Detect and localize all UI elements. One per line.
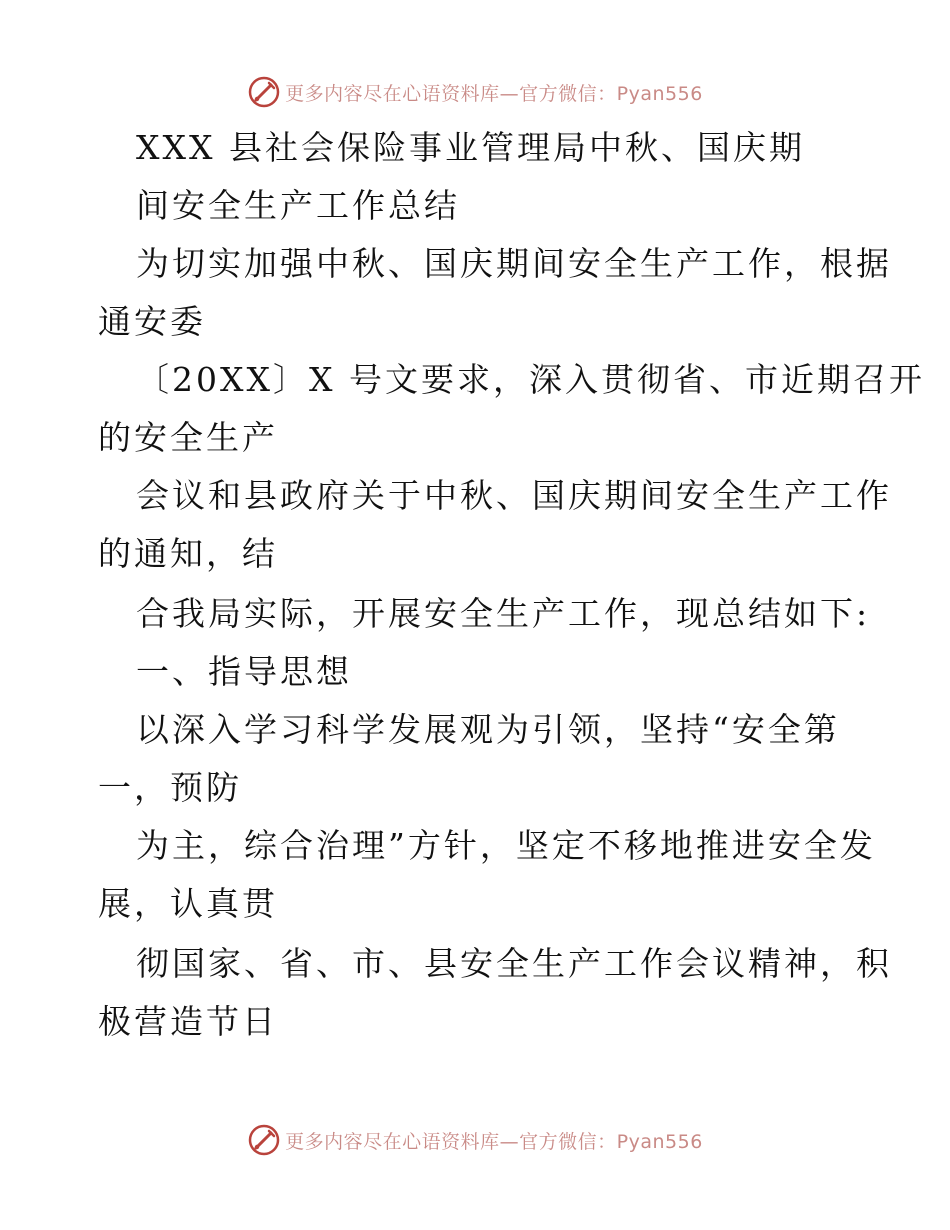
paragraph-line: 以深入学习科学发展观为引领，坚持“安全第 [136, 710, 840, 749]
paragraph-line: 〔20XX〕X 号文要求，深入贯彻省、市近期召开 [136, 360, 925, 399]
paragraph-line: 展，认真贯 [98, 884, 278, 923]
paragraph-line: 的通知，结 [98, 534, 278, 573]
title-line-2: 间安全生产工作总结 [136, 186, 460, 225]
paragraph-line: 一，预防 [98, 768, 242, 807]
section-heading: 一、指导思想 [136, 652, 352, 691]
watermark-text: 更多内容尽在心语资料库—官方微信：Pyan556 [285, 82, 703, 105]
footer-watermark [0, 1120, 950, 1160]
paragraph-line: 为主，综合治理”方针，坚定不移地推进安全发 [136, 826, 876, 865]
paragraph-line: 彻国家、省、市、县安全生产工作会议精神，积 [136, 944, 892, 983]
paragraph-line: 的安全生产 [98, 418, 278, 457]
title-line-1: XXX 县社会保险事业管理局中秋、国庆期 [136, 128, 805, 167]
paragraph-line: 会议和县政府关于中秋、国庆期间安全生产工作 [136, 476, 892, 515]
paragraph-line: 通安委 [98, 302, 206, 341]
paragraph-line: 合我局实际，开展安全生产工作，现总结如下: [136, 594, 871, 633]
paragraph-line: 极营造节日 [98, 1002, 278, 1041]
watermark-text: 更多内容尽在心语资料库—官方微信：Pyan556 [285, 1130, 703, 1153]
red-pen-logo-icon [247, 1123, 281, 1157]
paragraph-line: 为切实加强中秋、国庆期间安全生产工作，根据 [136, 244, 892, 283]
